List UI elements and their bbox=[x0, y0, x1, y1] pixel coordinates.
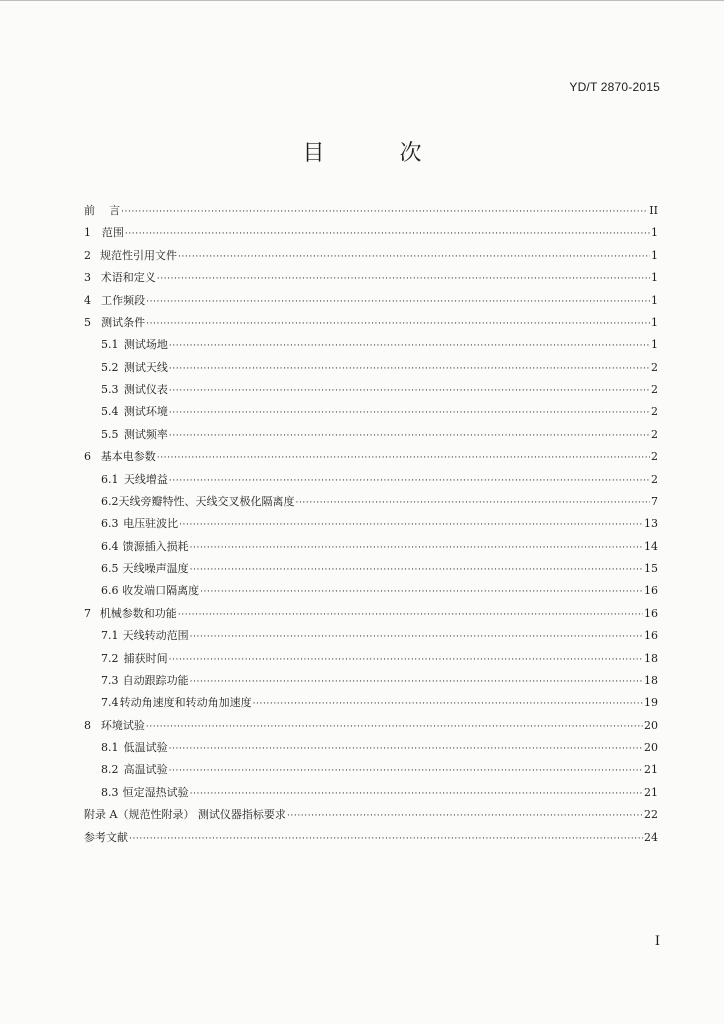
toc-entry-number: 6.1 bbox=[101, 472, 119, 486]
toc-entry-title: 言 bbox=[109, 204, 121, 217]
toc-entry[interactable] bbox=[84, 245, 658, 267]
toc-entry-number: 5.3 bbox=[101, 383, 119, 396]
toc-entry-title: 天线增益 bbox=[123, 472, 168, 486]
toc-entry-title: 测试场地 bbox=[123, 338, 168, 352]
toc-entry-page: 14 bbox=[644, 539, 658, 553]
toc-entry-number: 7.3 bbox=[101, 673, 119, 687]
toc-entry-number: 5.5 bbox=[101, 427, 119, 441]
toc-entry[interactable] bbox=[84, 648, 658, 670]
toc-entry-number: 5 bbox=[84, 315, 91, 329]
toc-entry-title: 范围 bbox=[101, 226, 124, 240]
toc-dot-leader bbox=[190, 537, 643, 559]
toc-entry-number: 6.5 bbox=[101, 562, 119, 575]
toc-entry[interactable] bbox=[84, 827, 658, 849]
toc-entry[interactable] bbox=[84, 200, 658, 222]
toc-entry-number: 7 bbox=[84, 606, 91, 620]
toc-entry[interactable] bbox=[84, 737, 658, 759]
toc-entry-page: 1 bbox=[651, 271, 658, 285]
toc-entry-number: 5.2 bbox=[101, 360, 119, 374]
toc-dot-leader bbox=[169, 402, 650, 424]
toc-entry[interactable] bbox=[84, 782, 658, 804]
toc-dot-leader bbox=[200, 581, 643, 603]
toc-dot-leader bbox=[179, 514, 643, 536]
toc-dot-leader bbox=[157, 447, 650, 469]
toc-entry-title: 测试天线 bbox=[123, 360, 168, 374]
toc-entry-page: 22 bbox=[644, 808, 658, 822]
toc-entry-title: 天线噪声温度 bbox=[122, 562, 189, 575]
toc-dot-leader bbox=[169, 738, 643, 760]
toc-entry[interactable] bbox=[84, 513, 658, 535]
top-rule bbox=[0, 0, 724, 4]
toc-entry-title: 基本电参数 bbox=[100, 450, 156, 464]
toc-entry-page: II bbox=[649, 204, 658, 217]
toc-dot-leader bbox=[129, 828, 643, 850]
toc-entry-page: 2 bbox=[651, 360, 658, 374]
toc-entry-number: 2 bbox=[84, 248, 91, 262]
toc-entry-page: 15 bbox=[644, 562, 658, 575]
toc-dot-leader bbox=[125, 223, 650, 245]
toc-entry-number: 7.4 bbox=[101, 696, 119, 710]
toc-dot-leader bbox=[169, 649, 643, 671]
toc-dot-leader bbox=[146, 291, 650, 313]
toc-entry[interactable] bbox=[84, 424, 658, 446]
toc-entry-page: 2 bbox=[651, 450, 658, 464]
toc-entry-page: 16 bbox=[644, 584, 658, 598]
toc-entry[interactable] bbox=[84, 715, 658, 737]
toc-dot-leader bbox=[296, 492, 651, 514]
toc-entry-page: 13 bbox=[644, 517, 658, 531]
toc-dot-leader bbox=[169, 425, 650, 447]
toc-entry-page: 2 bbox=[651, 405, 658, 419]
toc-entry-title: 低温试验 bbox=[123, 741, 168, 754]
toc-dot-leader bbox=[287, 805, 643, 827]
toc-entry-page: 20 bbox=[644, 741, 658, 754]
toc-entry-number: 7.2 bbox=[101, 651, 119, 665]
toc-dot-leader bbox=[169, 335, 650, 357]
table-of-contents bbox=[84, 200, 658, 849]
toc-entry[interactable] bbox=[84, 357, 658, 379]
toc-entry-number: 6.4 bbox=[101, 539, 119, 553]
toc-entry[interactable] bbox=[84, 401, 658, 423]
toc-entry-number: 8 bbox=[84, 718, 91, 732]
toc-dot-leader bbox=[157, 268, 650, 290]
toc-entry-number: 前 bbox=[84, 204, 95, 217]
toc-dot-leader bbox=[169, 358, 650, 380]
toc-entry[interactable] bbox=[84, 603, 658, 625]
toc-dot-leader bbox=[169, 470, 650, 492]
document-code: YD/T 2870-2015 bbox=[569, 80, 660, 94]
toc-entry-title: 附录 A（规范性附录） 测试仪器指标要求 bbox=[84, 808, 286, 822]
toc-entry-title: 高温试验 bbox=[123, 763, 168, 777]
toc-entry-title: 测试仪表 bbox=[123, 383, 168, 396]
toc-entry-title: 电压驻波比 bbox=[123, 517, 179, 531]
toc-dot-leader bbox=[178, 604, 643, 626]
toc-entry-title: 测试频率 bbox=[123, 427, 168, 441]
toc-entry-page: 19 bbox=[644, 696, 658, 710]
toc-entry[interactable] bbox=[84, 625, 658, 647]
toc-entry-number: 4 bbox=[84, 293, 91, 307]
toc-entry[interactable] bbox=[84, 222, 658, 244]
toc-entry-number: 8.1 bbox=[101, 741, 119, 754]
toc-entry-title: 捕获时间 bbox=[123, 651, 168, 665]
toc-entry-title: 转动角速度和转动角加速度 bbox=[119, 696, 252, 710]
toc-entry-page: 2 bbox=[651, 427, 658, 441]
toc-entry-number: 1 bbox=[84, 226, 91, 240]
toc-entry[interactable] bbox=[84, 491, 658, 513]
toc-entry-number: 6.6 bbox=[101, 584, 119, 598]
toc-entry-number: 6.2 bbox=[101, 494, 119, 508]
toc-entry[interactable] bbox=[84, 312, 658, 334]
toc-entry-number: 6 bbox=[84, 450, 91, 464]
toc-entry-title: 自动跟踪功能 bbox=[122, 673, 189, 687]
toc-dot-leader bbox=[169, 380, 650, 402]
toc-entry-page: 16 bbox=[644, 606, 658, 620]
toc-entry[interactable] bbox=[84, 334, 658, 356]
toc-entry[interactable] bbox=[84, 446, 658, 468]
toc-entry[interactable] bbox=[84, 469, 658, 491]
toc-entry-page: 2 bbox=[651, 472, 658, 486]
toc-entry[interactable] bbox=[84, 536, 658, 558]
toc-entry-number: 5.4 bbox=[101, 405, 119, 419]
toc-entry-number: 8.3 bbox=[101, 785, 119, 799]
toc-entry-title: 天线转动范围 bbox=[122, 629, 189, 643]
toc-entry-number: 6.3 bbox=[101, 517, 119, 531]
toc-entry-page: 1 bbox=[651, 293, 658, 307]
toc-entry-number: 7.1 bbox=[101, 629, 119, 643]
toc-entry-page: 18 bbox=[644, 673, 658, 687]
toc-dot-leader bbox=[190, 783, 643, 805]
toc-entry[interactable] bbox=[84, 558, 658, 580]
toc-entry-page: 1 bbox=[651, 248, 658, 262]
toc-entry-page: 7 bbox=[651, 494, 658, 508]
toc-entry-number: 3 bbox=[84, 271, 91, 285]
toc-entry[interactable] bbox=[84, 759, 658, 781]
toc-entry[interactable] bbox=[84, 267, 658, 289]
toc-dot-leader bbox=[190, 626, 643, 648]
toc-entry[interactable] bbox=[84, 379, 658, 401]
toc-entry[interactable] bbox=[84, 580, 658, 602]
toc-entry-title: 机械参数和功能 bbox=[99, 606, 177, 620]
toc-entry-page: 1 bbox=[651, 315, 658, 329]
toc-entry-page: 2 bbox=[651, 383, 658, 396]
toc-entry[interactable] bbox=[84, 670, 658, 692]
toc-dot-leader bbox=[253, 693, 643, 715]
toc-entry-number: 5.1 bbox=[101, 338, 119, 352]
toc-entry-page: 21 bbox=[644, 763, 658, 777]
toc-dot-leader bbox=[146, 313, 650, 335]
toc-dot-leader bbox=[121, 201, 648, 223]
toc-entry[interactable] bbox=[84, 290, 658, 312]
toc-entry-page: 21 bbox=[644, 785, 658, 799]
toc-entry-title: 收发端口隔离度 bbox=[122, 584, 200, 598]
toc-entry[interactable] bbox=[84, 692, 658, 714]
toc-entry-title: 参考文献 bbox=[84, 830, 128, 844]
page-number: I bbox=[654, 934, 660, 949]
toc-entry-title: 工作频段 bbox=[101, 293, 146, 307]
toc-entry-title: 测试条件 bbox=[101, 315, 146, 329]
toc-entry-page: 16 bbox=[644, 629, 658, 643]
toc-entry-title: 环境试验 bbox=[100, 718, 145, 732]
toc-dot-leader bbox=[190, 671, 643, 693]
toc-entry-page: 24 bbox=[644, 830, 658, 844]
toc-entry-page: 1 bbox=[651, 338, 658, 352]
toc-entry-title: 馈源插入损耗 bbox=[122, 539, 189, 553]
toc-entry-page: 18 bbox=[644, 651, 658, 665]
toc-dot-leader bbox=[190, 559, 643, 581]
toc-entry-title: 规范性引用文件 bbox=[100, 248, 178, 262]
toc-entry-title: 天线旁瓣特性、天线交叉极化隔离度 bbox=[118, 494, 295, 508]
toc-dot-leader bbox=[146, 716, 643, 738]
page-title: 目 次 bbox=[302, 141, 456, 166]
toc-entry-page: 1 bbox=[651, 226, 658, 240]
toc-dot-leader bbox=[178, 246, 650, 268]
toc-entry-title: 恒定湿热试验 bbox=[122, 785, 189, 799]
toc-entry-title: 测试环境 bbox=[123, 405, 168, 419]
toc-entry-title: 术语和定义 bbox=[100, 271, 156, 285]
toc-dot-leader bbox=[169, 760, 643, 782]
toc-entry-page: 20 bbox=[644, 718, 658, 732]
toc-entry[interactable] bbox=[84, 804, 658, 826]
toc-entry-number: 8.2 bbox=[101, 763, 119, 777]
